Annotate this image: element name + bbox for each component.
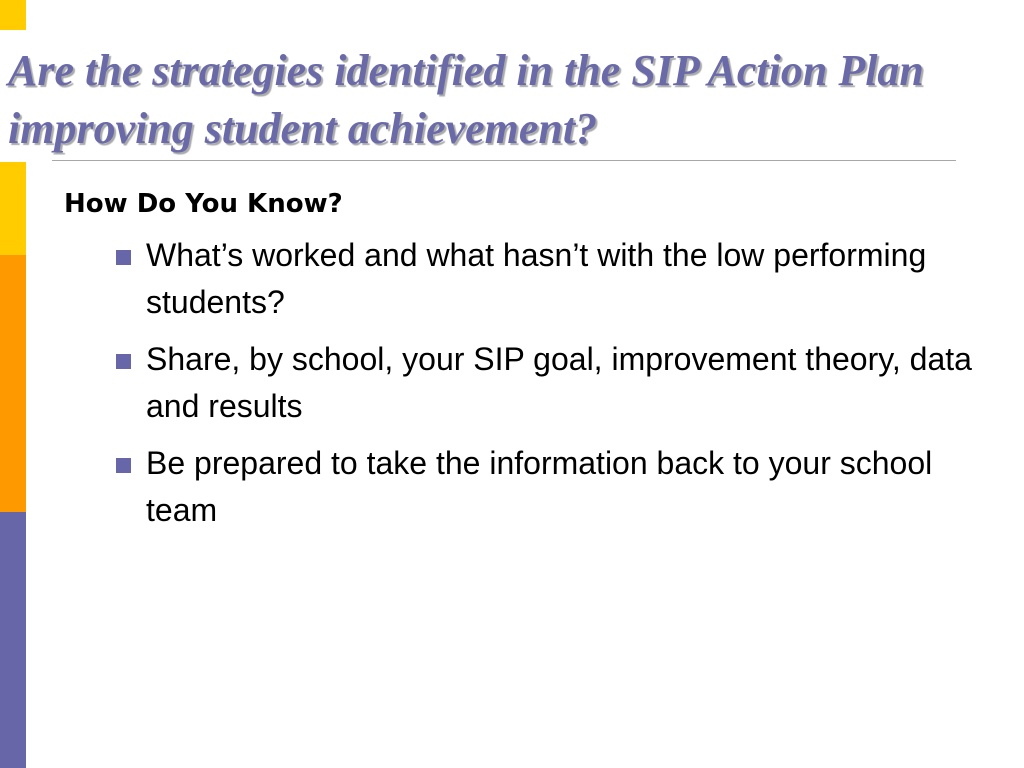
bullet-list bbox=[64, 232, 984, 534]
section-heading: How Do You Know? bbox=[64, 189, 343, 219]
bullet-text: Be prepared to take the information back to your school team bbox=[146, 445, 933, 528]
bullet-item bbox=[114, 440, 984, 534]
side-bar-purple bbox=[0, 512, 26, 768]
bullet-text: Share, by school, your SIP goal, improvement theory, data and results bbox=[146, 341, 972, 424]
square-bullet-icon bbox=[116, 458, 131, 473]
square-bullet-icon bbox=[116, 250, 131, 265]
slide-title: Are the strategies identified in the SIP Action Plan improving student achievement? bbox=[8, 46, 924, 153]
side-bar-orange bbox=[0, 255, 26, 512]
bullet-item bbox=[114, 232, 984, 326]
title-divider bbox=[52, 160, 956, 161]
bullet-text: What’s worked and what hasn’t with the low performing students? bbox=[146, 237, 927, 320]
slide-body bbox=[64, 186, 984, 544]
bullet-item bbox=[114, 336, 984, 430]
square-bullet-icon bbox=[116, 354, 131, 369]
